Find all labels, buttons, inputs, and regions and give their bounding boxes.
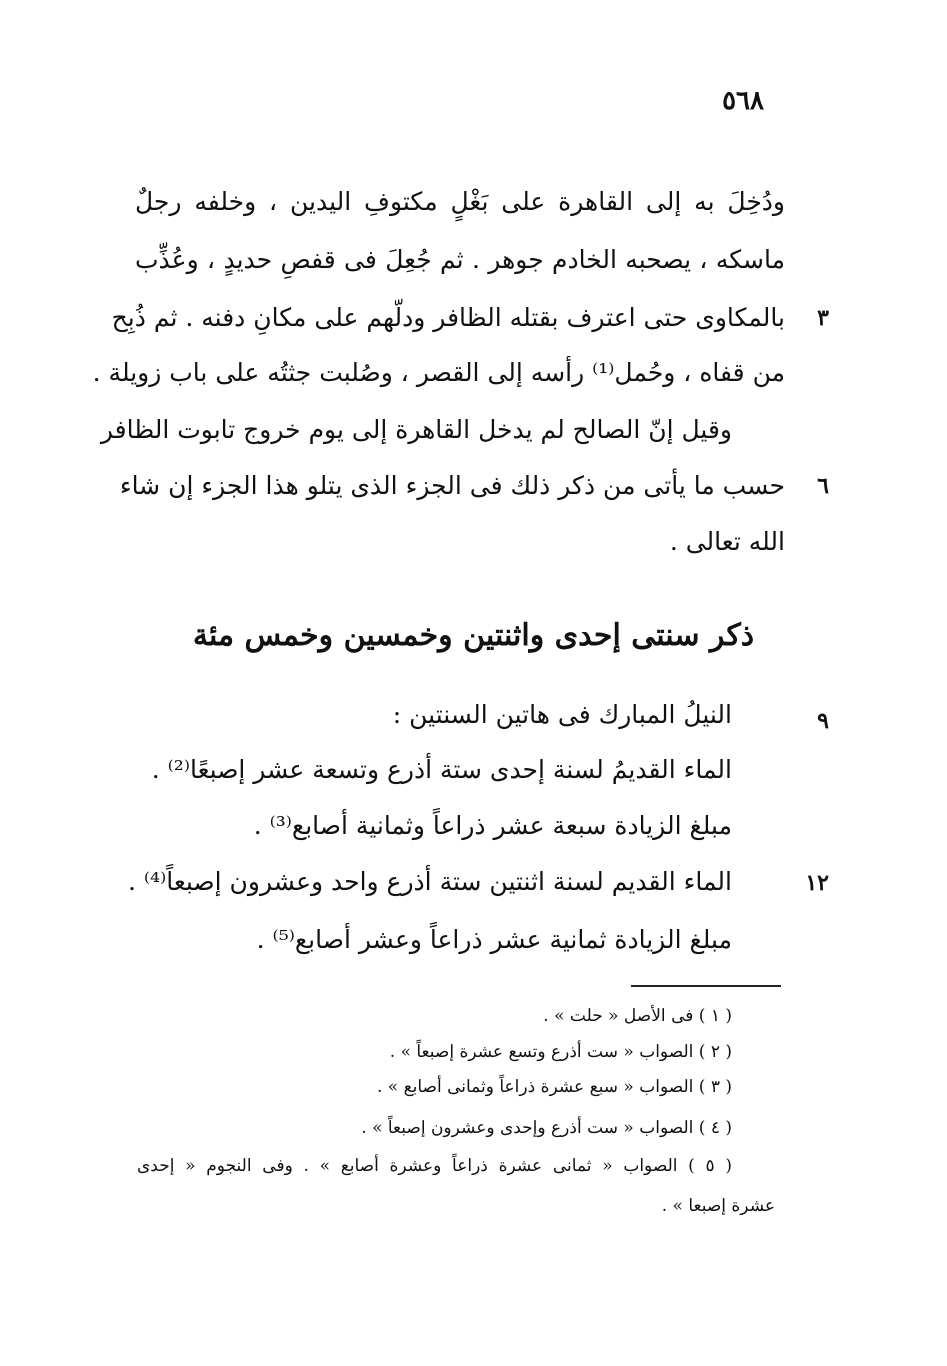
body-line-3: بالمكاوى حتى اعترف بقتله الظافر ودلّهم على مكانِ دفنه . ثم ذُبِح xyxy=(111,303,785,332)
nile-line-3: مبلغ الزيادة سبعة عشر ذراعاً وثمانية أصابع⁽³⁾ . xyxy=(253,811,732,840)
footnote-divider xyxy=(631,985,781,987)
line-number: ٣ xyxy=(817,305,829,331)
line-number: ٦ xyxy=(817,473,829,499)
body-line-4: من قفاه ، وحُمل⁽¹⁾ رأسه إلى القصر ، وصُلبت جثتُه على باب زويلة . xyxy=(92,358,785,387)
nile-line-2: الماء القديمُ لسنة إحدى ستة أذرع وتسعة عشر إصبعًا⁽²⁾ . xyxy=(151,755,732,784)
footnote-2: ( ٢ ) الصواب « ست أذرع وتسع عشرة إصبعاً » . xyxy=(389,1042,732,1062)
footnote-3: ( ٣ ) الصواب « سبع عشرة ذراعاً وثمانى أصابع » . xyxy=(376,1077,732,1097)
body-line-2: ماسكه ، يصحبه الخادم جوهر . ثم جُعِلَ فى قفصِ حديدٍ ، وعُذِّب xyxy=(135,245,785,274)
nile-line-1: النيلُ المبارك فى هاتين السنتين : xyxy=(392,700,732,729)
footnote-4: ( ٤ ) الصواب « ست أذرع وإحدى وعشرون إصبعاً » . xyxy=(361,1118,732,1138)
footnote-5-continued: عشرة إصبعا » . xyxy=(661,1196,775,1216)
body-line-5: وقيل إنّ الصالح لم يدخل القاهرة إلى يوم خروج تابوت الظافر xyxy=(100,415,732,444)
body-line-1: ودُخِلَ به إلى القاهرة على بَغْلٍ مكتوفِ اليدين ، وخلفه رجلٌ xyxy=(135,187,785,216)
section-heading: ذكر سنتى إحدى واثنتين وخمسين وخمس مئة xyxy=(192,618,755,653)
body-line-7: الله تعالى . xyxy=(669,527,785,556)
body-line-6: حسب ما يأتى من ذكر ذلك فى الجزء الذى يتلو هذا الجزء إن شاء xyxy=(119,471,785,500)
line-number: ١٢ xyxy=(805,870,829,896)
line-number: ٩ xyxy=(817,708,829,734)
footnote-1: ( ١ ) فى الأصل « حلت » . xyxy=(543,1006,732,1026)
footnote-5: ( ٥ ) الصواب « ثمانى عشرة ذراعاً وعشرة أصابع » . وفى النجوم « إحدى xyxy=(137,1156,732,1176)
page-number: ٥٦٨ xyxy=(722,86,764,116)
nile-line-5: مبلغ الزيادة ثمانية عشر ذراعاً وعشر أصابع⁽⁵⁾ . xyxy=(256,925,732,954)
nile-line-4: الماء القديم لسنة اثنتين ستة أذرع واحد وعشرون إصبعاً⁽⁴⁾ . xyxy=(127,867,732,896)
